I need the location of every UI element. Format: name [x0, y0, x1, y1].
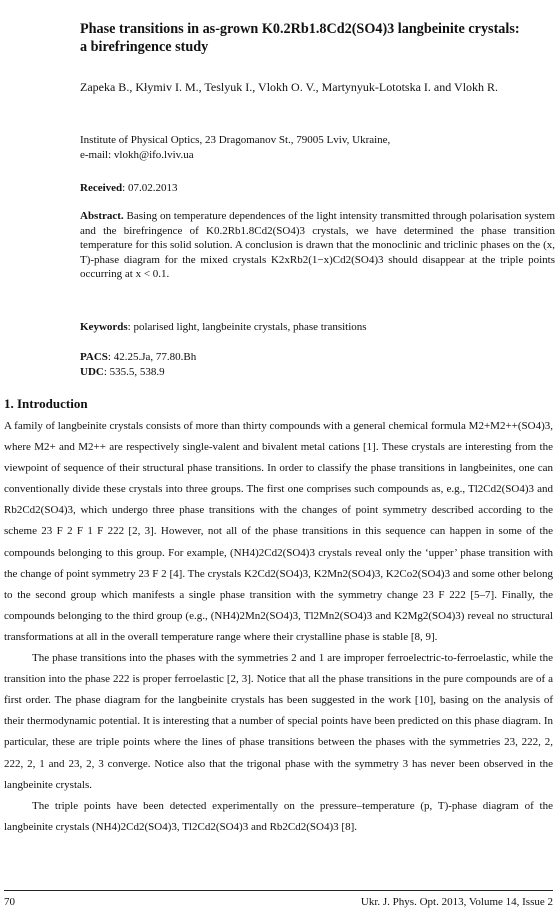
footer-rule	[4, 890, 553, 891]
body-text	[4, 416, 553, 838]
abstract-label: Abstract.	[80, 210, 124, 222]
udc-label: UDC	[80, 366, 104, 378]
keywords-text: : polarised light, langbeinite crystals, phase transitions	[127, 321, 367, 333]
journal-citation: Ukr. J. Phys. Opt. 2013, Volume 14, Issue 2	[360, 896, 553, 908]
page-number: 70	[4, 896, 15, 908]
abstract-text: Basing on temperature dependences of the light intensity transmitted through polarisation system and the birefringence of K0.2Rb1.8Cd2(SO4)3 crystals, we have determined the phase transition temperature for this solid solution. A conclusion is drawn that the monoclinic and triclinic phases on the (x, T)-phase diagram for the mixed crystals K2xRb2(1−x)Cd2(SO4)3 should disappear at the triple points occurring at x < 0.1.	[80, 210, 555, 280]
pacs-value: : 42.25.Ja, 77.80.Bh	[107, 351, 197, 363]
paper-title: Phase transitions in as-grown K0.2Rb1.8Cd2(SO4)3 langbeinite crystals: a birefringence study	[80, 21, 520, 55]
section-heading: 1. Introduction	[4, 396, 88, 411]
affiliation	[80, 133, 520, 163]
received-date	[80, 181, 177, 196]
author-list: Zapeka B., Kłymiv I. M., Teslyuk I., Vlokh O. V., Martynyuk-Lototska I. and Vlokh R.	[80, 80, 499, 94]
abstract	[80, 209, 555, 282]
received-label: Received	[80, 182, 123, 194]
udc-value: : 535.5, 538.9	[103, 366, 165, 378]
paragraph-1: A family of langbeinite crystals consists of more than thirty compounds with a general chemical formula M2+M2++(SO4)3, where M2+ and M2++ are respectively single-valent and bivalent metal cations [1]. These crystals are interesting from the viewpoint of sequence of their structural phase transitions. In order to classify the phase transitions in langbeinites, one can conventionally divide these crystals into three groups. The first one comprises such compounds as, e.g., Tl2Cd2(SO4)3 and Rb2Cd2(SO4)3, which undergo three phase transitions with the changes of point symmetry described according to the scheme 23 F 2 F 1 F 222 [2, 3]. However, not all of the phase transitions in this sequence can happen in some of the compounds belonging to this group. For example, (NH4)2Cd2(SO4)3 crystals reveal only the ‘upper’ phase transition with the change of point symmetry 23 F 2 [4]. The crystals K2Cd2(SO4)3, K2Mn2(SO4)3, K2Co2(SO4)3 and some other belong to the second group which manifests a single phase transition with the symmetry change 23 F 222 [5–7]. Finally, the compounds belonging to the third group (e.g., (NH4)2Mn2(SO4)3, Tl2Mn2(SO4)3 and K2Mg2(SO4)3) reveal no structural transformations at all in the overall temperature range where their crystalline phase is stable [8, 9].	[4, 420, 553, 643]
pacs-codes	[80, 350, 196, 365]
paragraph-2: The phase transitions into the phases with the symmetries 2 and 1 are improper ferroelectric-to-ferroelastic, while the transition into the phase 222 is proper ferroelastic [2, 3]. Notice that all the phase transitions in the pure compounds are of a first order. The phase diagram for the langbeinite crystals has been suggested in the work [10], basing on the analysis of their thermodynamic potential. It is interesting that a number of special points have been predicted on this phase diagram. In particular, these are triple points where the lines of phase transitions between the phases with the symmetries 23, 222, 2, 222, 2, 1 and 23, 2, 3 converge. Notice also that the trigonal phase with the symmetry 3 has never been observed in the langbeinite crystals.	[4, 652, 553, 791]
received-value: : 07.02.2013	[122, 182, 178, 194]
pacs-label: PACS	[80, 351, 108, 363]
paragraph-3: The triple points have been detected experimentally on the pressure–temperature (p, T)-phase diagram of the langbeinite crystals (NH4)2Cd2(SO4)3, Tl2Cd2(SO4)3 and Rb2Cd2(SO4)3 [8].	[4, 799, 553, 833]
keywords	[80, 320, 550, 335]
contact-email: e-mail: vlokh@ifo.lviv.ua	[80, 149, 194, 161]
keywords-label: Keywords	[80, 321, 128, 333]
affiliation-address: Institute of Physical Optics, 23 Dragomanov St., 79005 Lviv, Ukraine,	[80, 134, 391, 146]
udc-codes	[80, 365, 165, 380]
